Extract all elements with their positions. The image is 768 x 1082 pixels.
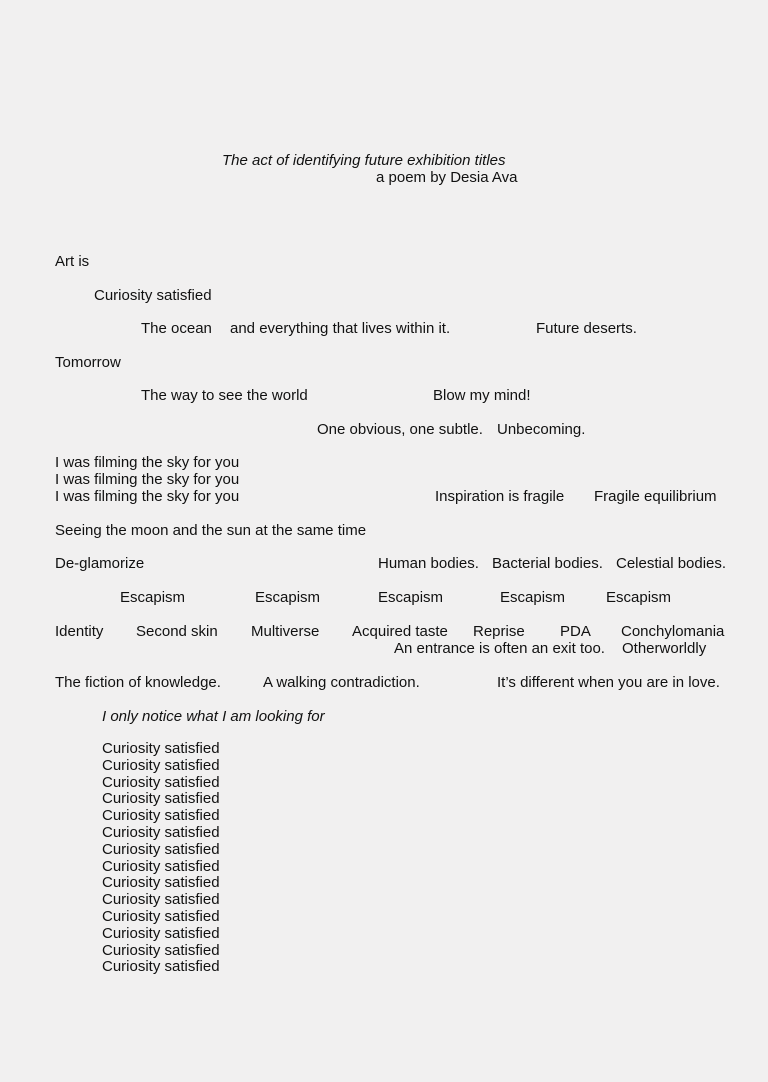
line-the-ocean: The ocean: [141, 320, 212, 337]
list-item: Curiosity satisfied: [102, 807, 220, 825]
word-conchylomania: Conchylomania: [621, 623, 725, 640]
list-item: Curiosity satisfied: [102, 924, 220, 942]
line-unbecoming: Unbecoming.: [497, 421, 586, 438]
list-item: Curiosity satisfied: [102, 823, 220, 841]
list-item: Curiosity satisfied: [102, 891, 220, 909]
list-item: Curiosity satisfied: [102, 756, 220, 774]
line-escapism: Escapism: [255, 589, 321, 606]
line-everything-lives: and everything that lives within it.: [230, 320, 451, 337]
line-bacterial-bodies: Bacterial bodies.: [492, 555, 603, 572]
line-different-in-love: It’s different when you are in love.: [497, 674, 720, 691]
line-entrance-exit: An entrance is often an exit too.: [394, 640, 605, 657]
line-human-bodies: Human bodies.: [378, 555, 479, 572]
line-blow-my-mind: Blow my mind!: [433, 387, 531, 404]
list-item: Curiosity satisfied: [102, 840, 220, 858]
line-filming-sky: I was filming the sky for you: [55, 454, 240, 471]
list-item: Curiosity satisfied: [102, 941, 220, 959]
word-multiverse: Multiverse: [251, 623, 320, 640]
list-item: Curiosity satisfied: [102, 958, 220, 976]
list-item: Curiosity satisfied: [102, 740, 220, 757]
line-art-is: Art is: [55, 253, 90, 270]
list-item: Curiosity satisfied: [102, 874, 220, 892]
line-walking-contradiction: A walking contradiction.: [263, 674, 420, 691]
line-only-notice: I only notice what I am looking for: [102, 708, 325, 725]
line-celestial-bodies: Celestial bodies.: [616, 555, 727, 572]
word-identity: Identity: [55, 623, 104, 640]
line-escapism: Escapism: [606, 589, 672, 606]
line-filming-sky: I was filming the sky for you: [55, 487, 240, 505]
list-item: Curiosity satisfied: [102, 907, 220, 925]
word-reprise: Reprise: [473, 623, 525, 640]
word-pda: PDA: [560, 623, 591, 640]
curiosity-list: [102, 741, 220, 976]
line-filming-sky: I was filming the sky for you: [55, 470, 240, 488]
line-moon-and-sun: Seeing the moon and the sun at the same time: [55, 522, 367, 539]
word-acquired-taste: Acquired taste: [352, 623, 448, 640]
poem-byline: a poem by Desia Ava: [376, 169, 518, 186]
line-escapism: Escapism: [120, 589, 186, 606]
word-second-skin: Second skin: [136, 623, 218, 640]
line-otherworldly: Otherworldly: [622, 640, 707, 657]
line-fiction-knowledge: The fiction of knowledge.: [55, 674, 221, 691]
list-item: Curiosity satisfied: [102, 773, 220, 791]
line-de-glamorize: De-glamorize: [55, 555, 145, 572]
list-item: Curiosity satisfied: [102, 857, 220, 875]
line-tomorrow: Tomorrow: [55, 354, 121, 371]
line-future-deserts: Future deserts.: [536, 320, 637, 337]
line-fragile-equilibrium: Fragile equilibrium: [594, 488, 717, 505]
poem-title: The act of identifying future exhibition titles: [222, 152, 506, 169]
line-way-to-see: The way to see the world: [141, 387, 308, 404]
line-escapism: Escapism: [378, 589, 444, 606]
line-escapism: Escapism: [500, 589, 566, 606]
line-curiosity-satisfied: Curiosity satisfied: [94, 287, 212, 304]
line-obvious-subtle: One obvious, one subtle.: [317, 421, 483, 438]
list-item: Curiosity satisfied: [102, 790, 220, 808]
line-inspiration-fragile: Inspiration is fragile: [435, 488, 565, 505]
filming-sky-stack: [55, 455, 239, 505]
